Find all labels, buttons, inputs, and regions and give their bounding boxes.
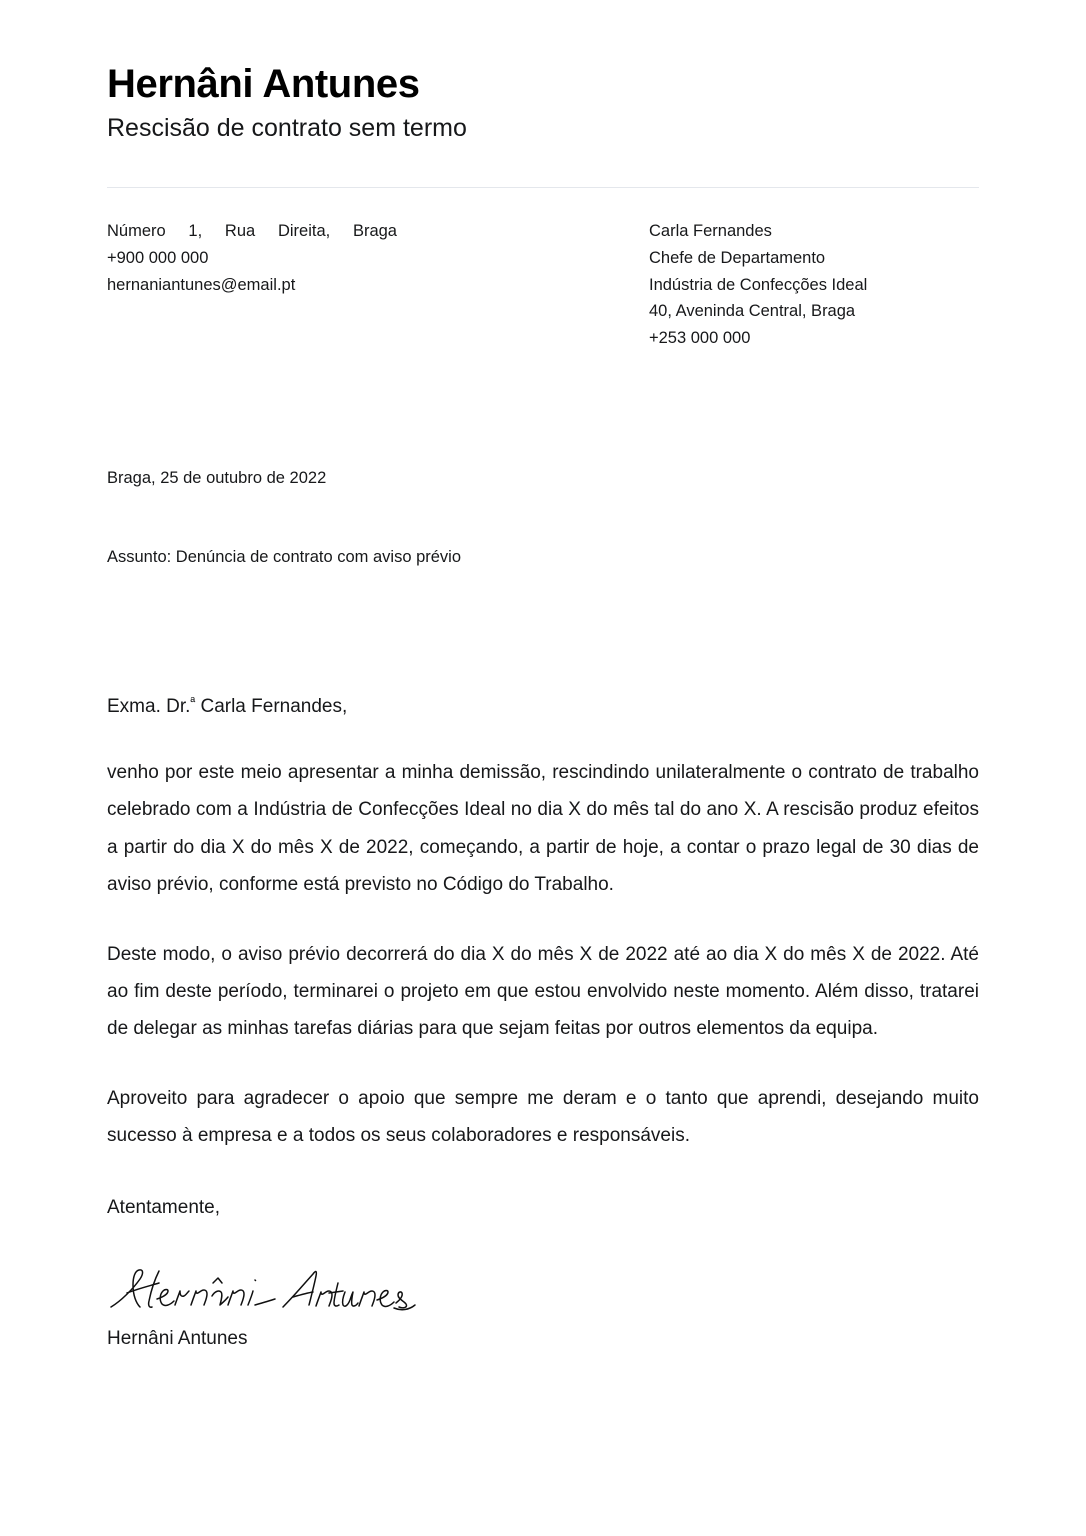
- page-title: Hernâni Antunes: [107, 62, 420, 106]
- recipient-phone: +253 000 000: [649, 328, 751, 347]
- recipient-address-block: [649, 218, 979, 352]
- handwritten-signature-icon: [107, 1261, 417, 1323]
- recipient-name: Carla Fernandes: [649, 222, 772, 241]
- sender-email: hernaniantunes@email.pt: [107, 275, 296, 294]
- sender-address-line: Número 1, Rua Direita, Braga: [107, 222, 397, 241]
- closing-line: Atentamente,: [107, 1196, 221, 1218]
- salutation: [107, 692, 979, 721]
- letterhead-subtitle: Rescisão de contrato sem termo: [107, 113, 467, 142]
- letter-meta: [107, 465, 979, 571]
- recipient-company: Indústria de Confecções Ideal: [649, 275, 868, 294]
- address-row: [107, 218, 979, 352]
- recipient-address-line: 40, Aveninda Central, Braga: [649, 302, 856, 321]
- salutation-suffix: Carla Fernandes,: [195, 696, 348, 718]
- salutation-prefix: Exma. Dr.: [107, 696, 191, 718]
- header-divider: [107, 187, 979, 188]
- sender-phone: +900 000 000: [107, 248, 209, 267]
- body-paragraph-2: Deste modo, o aviso prévio decorrerá do dia X do mês X de 2022 até ao dia X do mês X de 2022. Até ao fim deste período, terminarei o projeto em que estou envolvido neste momento. Além disso, tratarei de delegar as minhas tarefas diárias para que sejam feitas por outros elementos da equipa.: [107, 943, 979, 1040]
- letter-body: [107, 692, 979, 1223]
- recipient-role: Chefe de Departamento: [649, 248, 826, 267]
- sender-address-block: [107, 218, 397, 352]
- letterhead: [107, 0, 979, 144]
- date-line: Braga, 25 de outubro de 2022: [107, 468, 327, 487]
- body-paragraph-3: Aproveito para agradecer o apoio que sempre me deram e o tanto que aprendi, desejando muito sucesso à empresa e a todos os seus colaboradores e responsáveis.: [107, 1087, 979, 1147]
- body-paragraph-1: venho por este meio apresentar a minha demissão, rescindindo unilateralmente o contrato de trabalho celebrado com a Indústria de Confecções Ideal no dia X do mês tal do ano X. A rescisão produz efeitos a partir do dia X do mês X de 2022, começando, a partir de hoje, a contar o prazo legal de 30 dias de aviso prévio, conforme está previsto no Código do Trabalho.: [107, 761, 979, 896]
- salutation-ordinal-indicator: ª: [190, 695, 196, 711]
- signature-block: [107, 1261, 979, 1354]
- subject-line: Assunto: Denúncia de contrato com aviso prévio: [107, 548, 462, 567]
- signature-printed-name: Hernâni Antunes: [107, 1328, 248, 1350]
